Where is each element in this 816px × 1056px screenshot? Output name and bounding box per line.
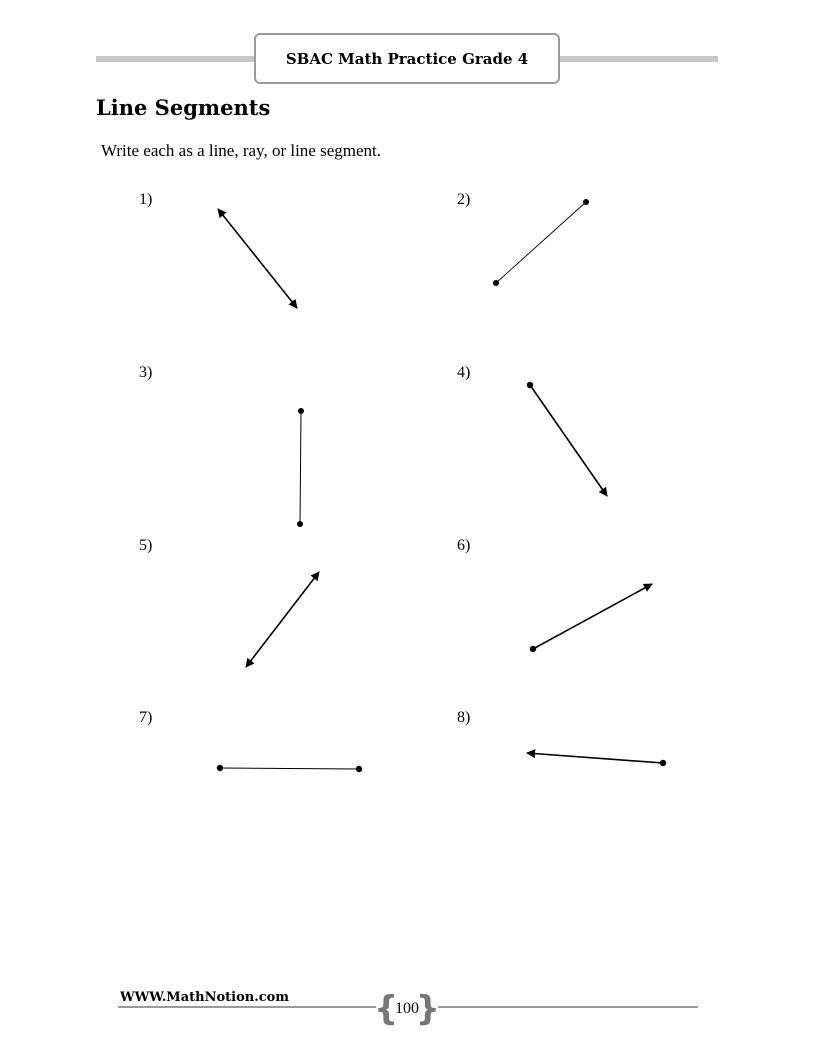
figure-6-ray bbox=[530, 584, 652, 652]
figure-7-endpoint bbox=[356, 766, 362, 772]
page-number-text: 100 bbox=[395, 1000, 419, 1017]
problem-4-label: 4) bbox=[457, 364, 471, 381]
footer-rule-right bbox=[438, 1006, 698, 1008]
header-title: SBAC Math Practice Grade 4 bbox=[254, 33, 560, 84]
problem-1-label: 1) bbox=[139, 191, 153, 208]
problem-3-label: 3) bbox=[139, 364, 153, 381]
page-title: Line Segments bbox=[96, 95, 271, 120]
problem-7-label: 7) bbox=[139, 709, 153, 726]
footer-website: WWW.MathNotion.com bbox=[120, 990, 290, 1005]
figure-2-endpoint bbox=[583, 199, 589, 205]
figure-3-line-segment bbox=[297, 408, 304, 527]
figure-8-endpoint bbox=[660, 760, 666, 766]
figure-2-endpoint bbox=[493, 280, 499, 286]
figure-4-endpoint bbox=[527, 382, 533, 388]
figure-6-endpoint bbox=[530, 646, 536, 652]
page-number bbox=[376, 990, 438, 1028]
figure-5-line bbox=[246, 572, 319, 667]
figure-2-line-segment bbox=[493, 199, 589, 286]
figure-4-ray bbox=[527, 382, 607, 496]
instruction-text: Write each as a line, ray, or line segment. bbox=[101, 141, 382, 160]
figure-3-endpoint bbox=[298, 408, 304, 414]
figure-7-endpoint bbox=[217, 765, 223, 771]
figure-1-line bbox=[218, 209, 297, 308]
problem-2-label: 2) bbox=[457, 191, 471, 208]
problem-8-label: 8) bbox=[457, 709, 471, 726]
figure-3-endpoint bbox=[297, 521, 303, 527]
right-brace-icon: } bbox=[415, 989, 440, 1029]
problem-5-label: 5) bbox=[139, 537, 153, 554]
left-brace-icon: { bbox=[374, 989, 399, 1029]
footer-rule-left bbox=[118, 1006, 376, 1008]
figure-7-line-segment bbox=[217, 765, 362, 772]
problem-6-label: 6) bbox=[457, 537, 471, 554]
figure-8-ray bbox=[527, 753, 666, 766]
